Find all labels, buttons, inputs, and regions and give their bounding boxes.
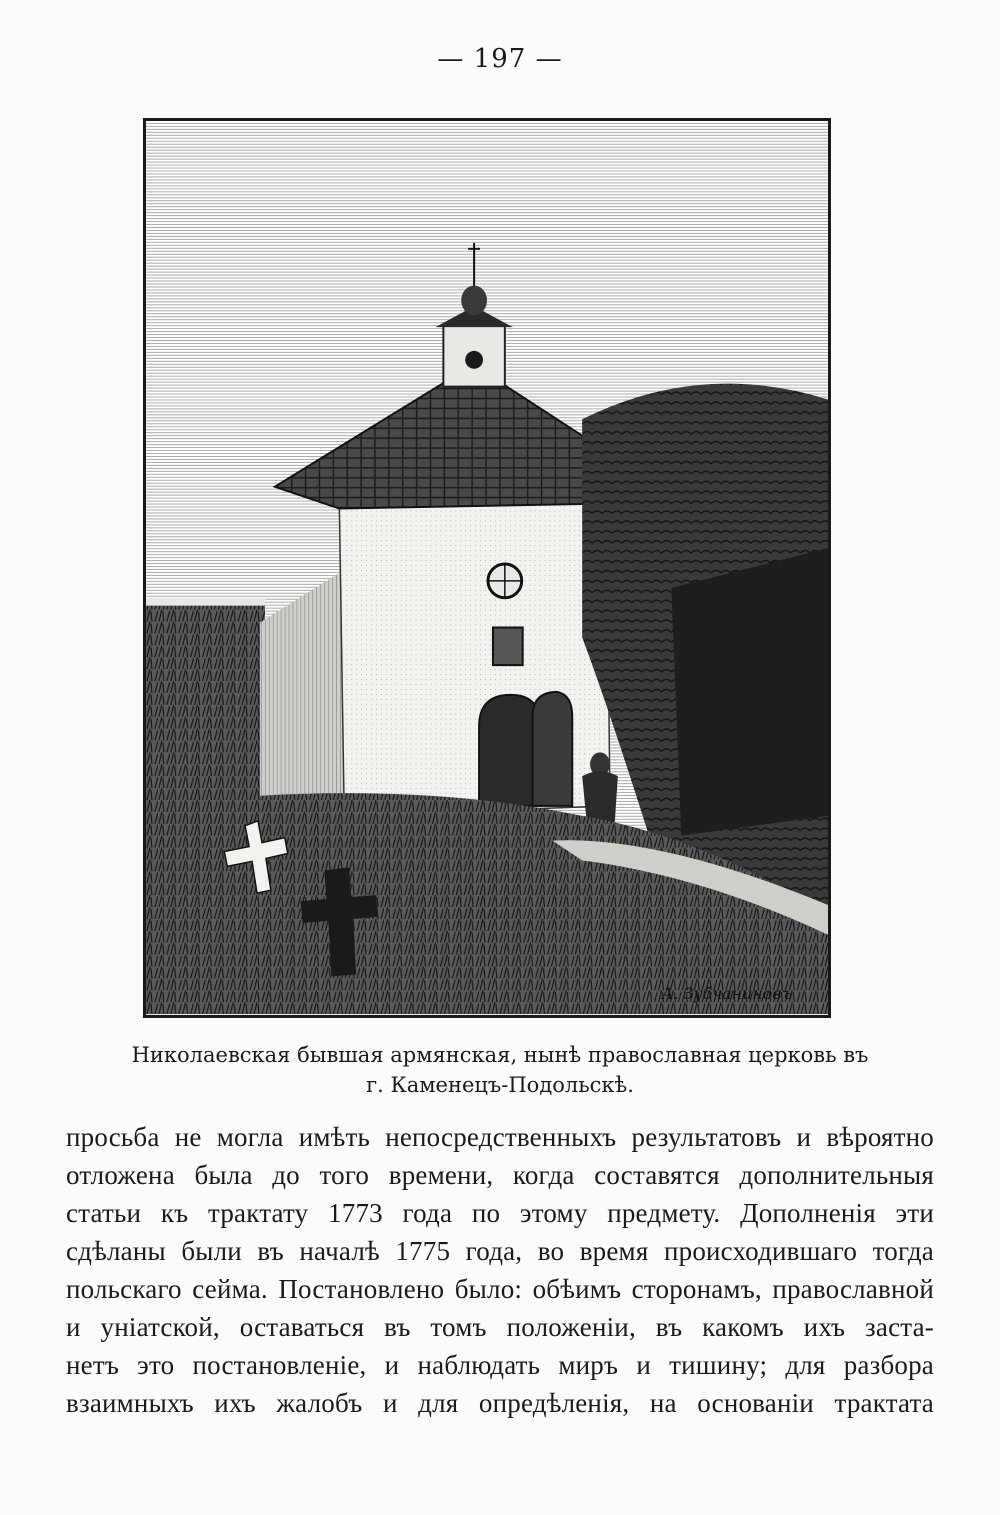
body-line: отложена была до того времени, когда составятся дополнительныя (66, 1160, 934, 1190)
church-engraving-illustration (143, 118, 831, 1018)
body-line: польскаго сейма. Постановлено было: обѣимъ сторонамъ, православной (66, 1274, 934, 1304)
body-line: взаимныхъ ихъ жалобъ и для опредѣленія, на основаніи трактата (66, 1388, 934, 1418)
illustration-caption (70, 1040, 930, 1100)
caption-line-2: г. Каменецъ-Подольскѣ. (366, 1073, 634, 1097)
church-engraving-icon (146, 121, 828, 1015)
body-line: просьба не могла имѣть непосредственныхъ результатовъ и вѣроятно (66, 1122, 934, 1152)
body-line: нетъ это постановленіе, и наблюдать миръ и тишину; для разбора (66, 1350, 934, 1380)
body-line: и уніатской, оставаться въ томъ положеніи, въ какомъ ихъ заста- (66, 1312, 934, 1342)
caption-line-1: Николаевская бывшая армянская, нынѣ православная церковь въ (131, 1043, 869, 1067)
page-number: — 197 — (437, 44, 563, 74)
body-line: сдѣланы были въ началѣ 1775 года, во время происходившаго тогда (66, 1236, 934, 1266)
body-text (66, 1118, 934, 1422)
body-line: статьи къ трактату 1773 года по этому предмету. Дополненія эти (66, 1198, 934, 1228)
artist-signature: А. Зубчаниновъ (661, 984, 793, 1004)
